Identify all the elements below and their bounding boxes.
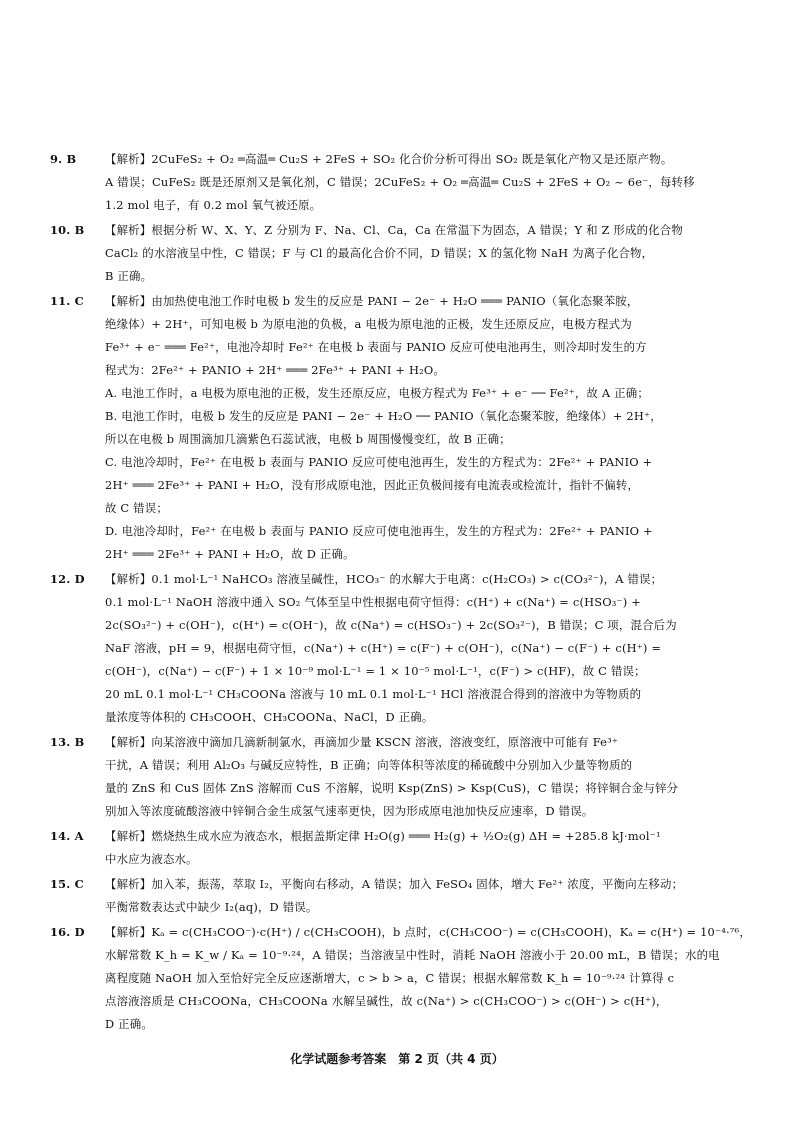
item-line: 【解析】加入苯，振荡，萃取 I₂，平衡向右移动，A 错误；加入 FeSO₄ 固体，增大 Fe²⁺ 浓度，平衡向左移动； <box>105 877 684 891</box>
item-line: c(OH⁻)，c(Na⁺) − c(F⁻) + 1 × 10⁻⁹ mol·L⁻¹ = 1 × 10⁻⁵ mol·L⁻¹，c(F⁻) > c(HF)，故 C 错误； <box>105 664 646 678</box>
item-line: 2H⁺ ═══ 2Fe³⁺ + PANI + H₂O，没有形成原电池，因此正负极间接有电流表或检流计，指针不偏转， <box>105 478 640 492</box>
item-line: 【解析】向某溶液中滴加几滴新制氯水，再滴加少量 KSCN 溶液，溶液变红，原溶液中可能有 Fe³⁺ <box>105 735 619 749</box>
item-line: 20 mL 0.1 mol·L⁻¹ CH₃COONa 溶液与 10 mL 0.1 mol·L⁻¹ HCl 溶液混合得到的溶液中为等物质的 <box>105 687 642 701</box>
answer-item-12 <box>50 568 762 729</box>
answer-item-11 <box>50 290 762 566</box>
item-line: A. 电池工作时，a 电极为原电池的正极，发生还原反应，电极方程式为 Fe³⁺ + e⁻ ── Fe²⁺，故 A 正确； <box>105 386 649 400</box>
item-line: 点溶液溶质是 CH₃COONa，CH₃COONa 水解呈碱性，故 c(Na⁺) > c(CH₃COO⁻) > c(OH⁻) > c(H⁺)， <box>105 994 668 1008</box>
item-line: 程式为：2Fe²⁺ + PANIO + 2H⁺ ═══ 2Fe³⁺ + PANI + H₂O。 <box>105 363 445 377</box>
item-number: 9. B <box>50 152 77 166</box>
answer-item-9 <box>50 148 762 217</box>
item-line: 【解析】由加热使电池工作时电极 b 发生的反应是 PANI − 2e⁻ + H₂O ═══ PANIO（氧化态聚苯胺， <box>105 294 639 308</box>
item-line: C. 电池冷却时，Fe²⁺ 在电极 b 表面与 PANIO 反应可使电池再生，发生的方程式为：2Fe²⁺ + PANIO + <box>105 455 653 469</box>
page-footer: 化学试题参考答案 第 2 页（共 4 页） <box>290 1052 504 1066</box>
item-line: B 正确。 <box>105 269 153 283</box>
item-line: 1.2 mol 电子，有 0.2 mol 氧气被还原。 <box>105 198 322 212</box>
item-line: 2H⁺ ═══ 2Fe³⁺ + PANI + H₂O，故 D 正确。 <box>105 547 355 561</box>
item-line: 平衡常数表达式中缺少 I₂(aq)，D 错误。 <box>105 900 318 914</box>
answer-item-15 <box>50 873 762 919</box>
item-line: D. 电池冷却时，Fe²⁺ 在电极 b 表面与 PANIO 反应可使电池再生，发生的方程式为：2Fe²⁺ + PANIO + <box>105 524 653 538</box>
item-line: 【解析】Kₐ = c(CH₃COO⁻)·c(H⁺) / c(CH₃COOH)，b 点时，c(CH₃COO⁻) = c(CH₃COOH)，Kₐ = c(H⁺) = 10⁻⁴·⁷⁶， <box>105 925 751 939</box>
item-number: 12. D <box>50 572 85 586</box>
item-line: 【解析】根据分析 W、X、Y、Z 分别为 F、Na、Cl、Ca，Ca 在常温下为固态，A 错误；Y 和 Z 形成的化合物 <box>105 223 683 237</box>
item-line: 离程度随 NaOH 加入至恰好完全反应逐渐增大，c > b > a，C 错误；根据水解常数 K_h = 10⁻⁹·²⁴ 计算得 c <box>105 971 675 985</box>
item-number: 16. D <box>50 925 85 939</box>
item-number: 10. B <box>50 223 85 237</box>
answer-item-13 <box>50 731 762 823</box>
item-line: 【解析】燃烧热生成水应为液态水，根据盖斯定律 H₂O(g) ═══ H₂(g) + ½O₂(g) ΔH = +285.8 kJ·mol⁻¹ <box>105 829 661 843</box>
item-line: 干扰，A 错误；利用 Al₂O₃ 与碱反应特性，B 正确；向等体积等浓度的稀硫酸中分别加入少量等物质的 <box>105 758 633 772</box>
answer-item-16 <box>50 921 762 1036</box>
item-line: D 正确。 <box>105 1017 153 1031</box>
item-line: 水解常数 K_h = K_w / Kₐ = 10⁻⁹·²⁴，A 错误；当溶液呈中性时，消耗 NaOH 溶液小于 20.00 mL，B 错误；水的电 <box>105 948 720 962</box>
item-line: 别加入等浓度硫酸溶液中锌铜合金生成氢气速率更快，因为形成原电池加快反应速率，D 错误。 <box>105 804 594 818</box>
item-line: 量浓度等体积的 CH₃COOH、CH₃COONa、NaCl，D 正确。 <box>105 710 434 724</box>
item-line: 绝缘体）+ 2H⁺，可知电极 b 为原电池的负极，a 电极为原电池的正极，发生还原反应，电极方程式为 <box>105 317 632 331</box>
answer-item-14 <box>50 825 762 871</box>
item-line: A 错误；CuFeS₂ 既是还原剂又是氧化剂，C 错误；2CuFeS₂ + O₂ ═高温═ Cu₂S + 2FeS + O₂ ~ 6e⁻，每转移 <box>105 175 695 189</box>
item-line: 【解析】0.1 mol·L⁻¹ NaHCO₃ 溶液呈碱性，HCO₃⁻ 的水解大于电离：c(H₂CO₃) > c(CO₃²⁻)，A 错误； <box>105 572 663 586</box>
item-number: 13. B <box>50 735 85 749</box>
item-line: 量的 ZnS 和 CuS 固体 ZnS 溶解而 CuS 不溶解，说明 Ksp(ZnS) > Ksp(CuS)，C 错误；将锌铜合金与锌分 <box>105 781 679 795</box>
item-line: 0.1 mol·L⁻¹ NaOH 溶液中通入 SO₂ 气体至呈中性根据电荷守恒得：c(H⁺) + c(Na⁺) = c(HSO₃⁻) + <box>105 595 641 609</box>
item-line: CaCl₂ 的水溶液呈中性，C 错误；F 与 Cl 的最高化合价不同，D 错误；X 的氢化物 NaH 为离子化合物， <box>105 246 654 260</box>
item-line: NaF 溶液，pH = 9，根据电荷守恒，c(Na⁺) + c(H⁺) = c(F⁻) + c(OH⁻)，c(Na⁺) − c(F⁻) + c(H⁺) = <box>105 641 662 655</box>
item-line: 【解析】2CuFeS₂ + O₂ ═高温═ Cu₂S + 2FeS + SO₂ 化合价分析可得出 SO₂ 既是氧化产物又是还原产物。 <box>105 152 673 166</box>
item-line: 故 C 错误； <box>105 501 168 515</box>
item-number: 15. C <box>50 877 84 891</box>
item-number: 11. C <box>50 294 84 308</box>
item-line: 所以在电极 b 周围滴加几滴紫色石蕊试液，电极 b 周围慢慢变红，故 B 正确； <box>105 432 511 446</box>
item-line: 2c(SO₃²⁻) + c(OH⁻)，c(H⁺) = c(OH⁻)，故 c(Na⁺) = c(HSO₃⁻) + 2c(SO₃²⁻)，B 错误；C 项，混合后为 <box>105 618 677 632</box>
item-line: B. 电池工作时，电极 b 发生的反应是 PANI − 2e⁻ + H₂O ── PANIO（氧化态聚苯胺，绝缘体）+ 2H⁺， <box>105 409 662 423</box>
answer-item-10 <box>50 219 762 288</box>
item-line: 中水应为液态水。 <box>105 852 198 866</box>
item-number: 14. A <box>50 829 84 843</box>
item-line: Fe³⁺ + e⁻ ═══ Fe²⁺，电池冷却时 Fe²⁺ 在电极 b 表面与 PANIO 反应可使电池再生，则冷却时发生的方 <box>105 340 647 354</box>
